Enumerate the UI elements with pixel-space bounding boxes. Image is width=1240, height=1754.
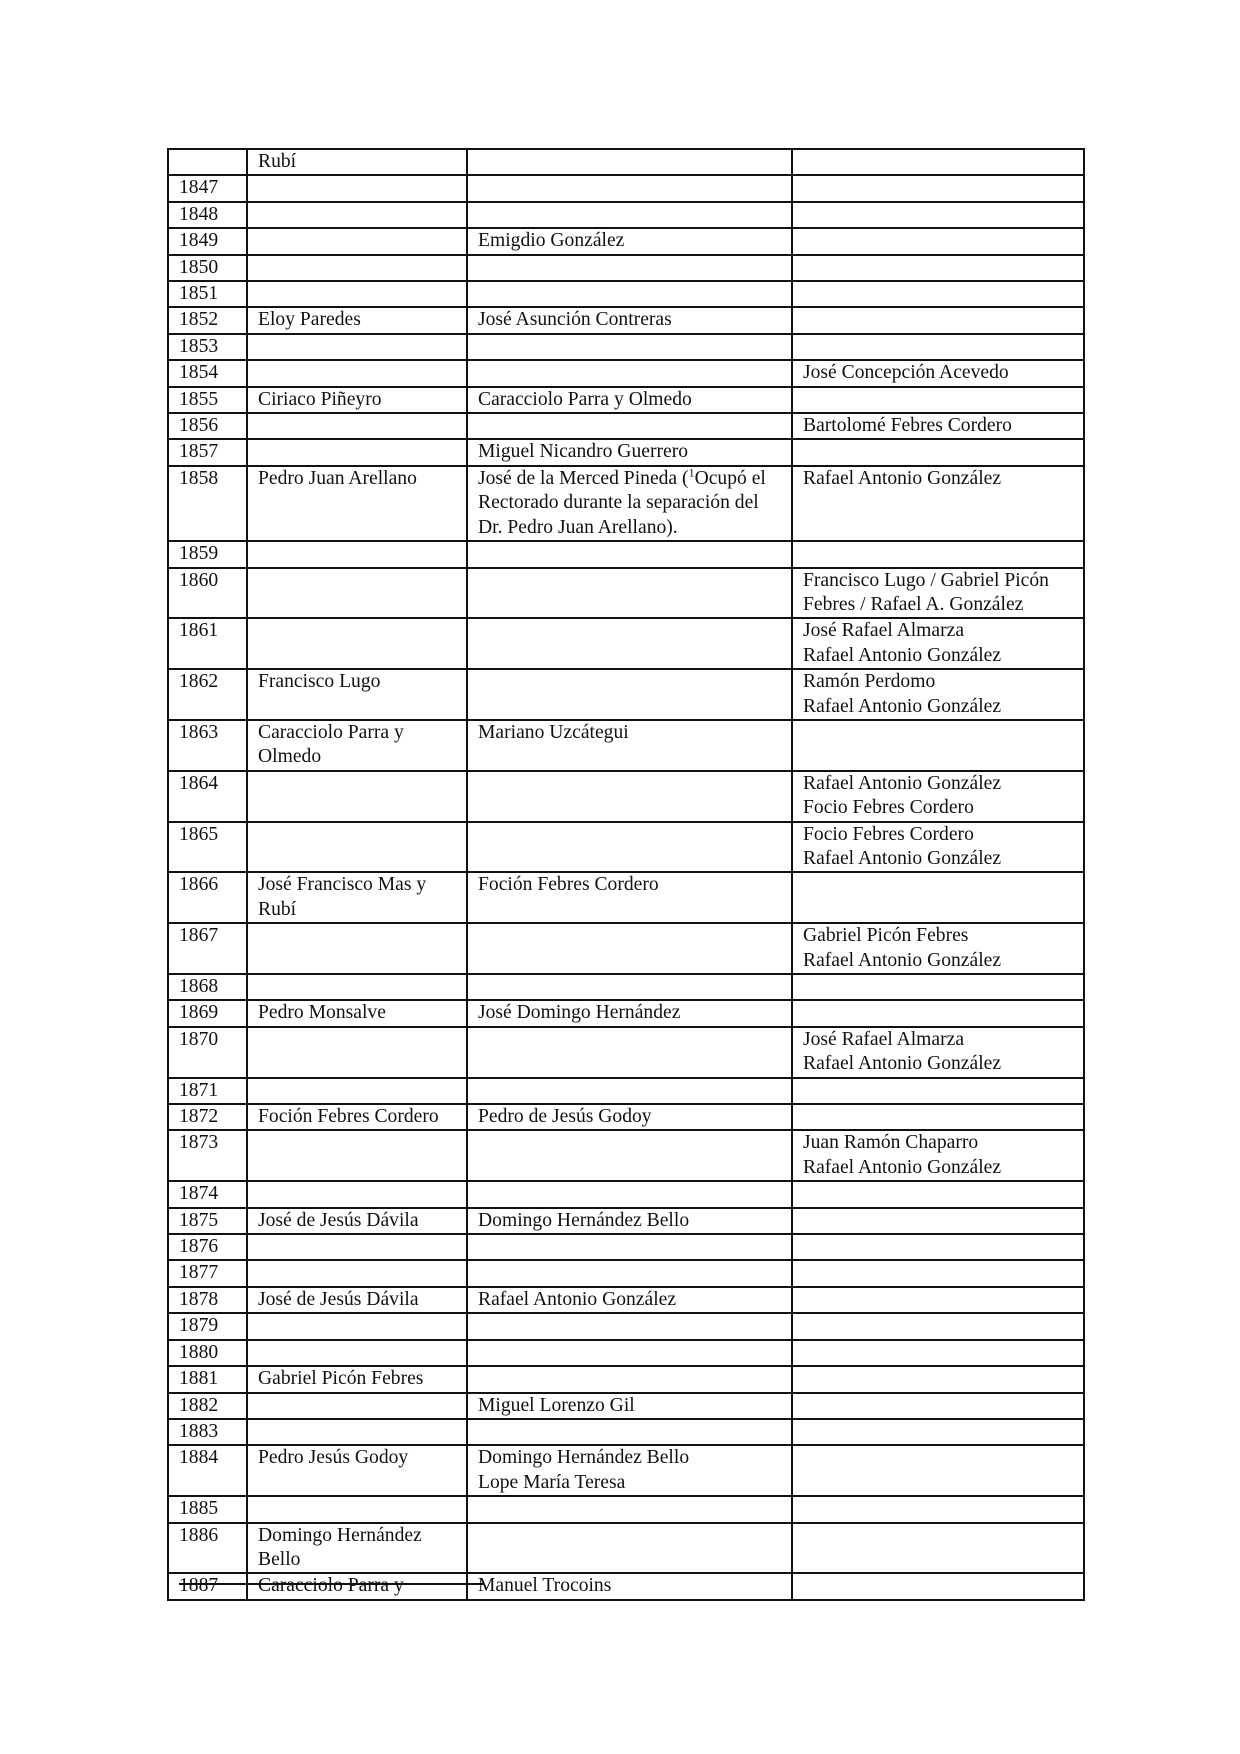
table-row [168,1496,1084,1522]
vice-rector-cell [467,1181,792,1207]
table-row [168,439,1084,465]
secretary-cell [792,1573,1084,1599]
year-cell: 1874 [168,1181,247,1207]
secretary-cell [792,387,1084,413]
secretary-cell [792,974,1084,1000]
year-cell: 1854 [168,360,247,386]
secretary-cell [792,541,1084,567]
vice-rector-cell [467,255,792,281]
year-cell: 1853 [168,334,247,360]
rector-cell [247,1260,467,1286]
rector-cell [247,1393,467,1419]
rector-cell: Pedro Jesús Godoy [247,1445,467,1496]
rector-cell: Rubí [247,149,467,175]
vice-rector-cell [467,1027,792,1078]
vice-rector-cell [467,1523,792,1574]
table-row [168,872,1084,923]
vice-rector-cell: Domingo Hernández Bello [467,1208,792,1234]
year-cell: 1862 [168,669,247,720]
secretary-cell [792,202,1084,228]
table-row [168,1419,1084,1445]
vice-rector-cell: Mariano Uzcátegui [467,720,792,771]
rector-cell: Pedro Monsalve [247,1000,467,1026]
vice-rector-cell: Miguel Lorenzo Gil [467,1393,792,1419]
secretary-cell [792,439,1084,465]
vice-rector-cell [467,334,792,360]
year-cell: 1856 [168,413,247,439]
rector-cell [247,334,467,360]
vice-rector-cell [467,1419,792,1445]
rector-cell [247,202,467,228]
table-row [168,1208,1084,1234]
table-row [168,568,1084,619]
rector-cell: José Francisco Mas y Rubí [247,872,467,923]
secretary-cell [792,307,1084,333]
vice-rector-cell: José Asunción Contreras [467,307,792,333]
secretary-cell: Focio Febres Cordero Rafael Antonio González [792,822,1084,873]
year-cell: 1877 [168,1260,247,1286]
year-cell: 1865 [168,822,247,873]
table-row [168,822,1084,873]
table-row [168,387,1084,413]
year-cell: 1868 [168,974,247,1000]
year-cell: 1876 [168,1234,247,1260]
table-row [168,202,1084,228]
year-cell: 1864 [168,771,247,822]
vice-rector-cell [467,1313,792,1339]
rector-cell: Gabriel Picón Febres [247,1366,467,1392]
year-cell: 1847 [168,175,247,201]
rector-cell: Eloy Paredes [247,307,467,333]
table-row [168,1573,1084,1599]
rector-cell [247,541,467,567]
vice-rector-cell [467,360,792,386]
vice-rector-cell [467,1496,792,1522]
vice-rector-cell [467,618,792,669]
vice-rector-cell [467,1130,792,1181]
year-cell: 1887 [168,1573,247,1599]
secretary-cell [792,1523,1084,1574]
year-cell: 1850 [168,255,247,281]
year-cell: 1855 [168,387,247,413]
year-cell: 1848 [168,202,247,228]
rector-cell: Francisco Lugo [247,669,467,720]
table-row [168,1000,1084,1026]
rector-cell [247,974,467,1000]
table-row [168,413,1084,439]
vice-rector-cell [467,822,792,873]
table-row [168,1181,1084,1207]
year-cell: 1878 [168,1287,247,1313]
vice-rector-cell [467,1078,792,1104]
rector-cell [247,771,467,822]
table-row [168,541,1084,567]
vice-rector-cell: Manuel Trocoins [467,1573,792,1599]
year-cell: 1885 [168,1496,247,1522]
secretary-cell [792,149,1084,175]
vice-rector-cell: Caracciolo Parra y Olmedo [467,387,792,413]
year-cell: 1852 [168,307,247,333]
rector-cell [247,281,467,307]
rector-cell: Foción Febres Cordero [247,1104,467,1130]
footnote-inline-text: Ocupó el Rectorado durante la separación del Dr. Pedro Juan Arellano). [478,467,766,538]
secretary-cell [792,1260,1084,1286]
secretary-cell: José Concepción Acevedo [792,360,1084,386]
rector-cell [247,255,467,281]
year-cell: 1867 [168,923,247,974]
vice-rector-cell [467,771,792,822]
secretary-cell: José Rafael Almarza Rafael Antonio González [792,618,1084,669]
vice-rector-cell: Domingo Hernández Bello Lope María Teresa [467,1445,792,1496]
year-cell: 1860 [168,568,247,619]
rector-cell [247,1340,467,1366]
rector-cell [247,439,467,465]
vice-rector-cell [467,669,792,720]
vice-rector-cell [467,568,792,619]
rector-cell: José de Jesús Dávila [247,1287,467,1313]
table-row [168,1130,1084,1181]
vice-rector-cell: Emigdio González [467,228,792,254]
vice-rector-cell [467,281,792,307]
table-row [168,1027,1084,1078]
secretary-cell [792,334,1084,360]
footnote-separator [179,1583,483,1585]
year-cell: 1863 [168,720,247,771]
vice-rector-cell [467,923,792,974]
rector-cell [247,1181,467,1207]
table-row [168,974,1084,1000]
rectors-table [167,148,1085,1601]
year-cell: 1884 [168,1445,247,1496]
secretary-cell [792,872,1084,923]
table-row [168,466,1084,541]
vice-rector-cell [467,1340,792,1366]
vice-rector-cell [467,1366,792,1392]
secretary-cell: Juan Ramón Chaparro Rafael Antonio González [792,1130,1084,1181]
year-cell: 1849 [168,228,247,254]
year-cell: 1883 [168,1419,247,1445]
secretary-cell: Bartolomé Febres Cordero [792,413,1084,439]
secretary-cell [792,1419,1084,1445]
secretary-cell [792,281,1084,307]
table-row [168,1340,1084,1366]
secretary-cell: Francisco Lugo / Gabriel Picón Febres / Rafael A. González [792,568,1084,619]
vice-rector-text: José de la Merced Pineda ( [478,467,689,489]
rector-cell [247,822,467,873]
table-row [168,281,1084,307]
table-row [168,720,1084,771]
rector-cell: Ciriaco Piñeyro [247,387,467,413]
table-row [168,360,1084,386]
vice-rector-cell: Foción Febres Cordero [467,872,792,923]
rector-cell [247,175,467,201]
secretary-cell [792,175,1084,201]
year-cell: 1866 [168,872,247,923]
secretary-cell [792,1104,1084,1130]
vice-rector-cell [467,1260,792,1286]
secretary-cell: Rafael Antonio González [792,466,1084,541]
table-row [168,1078,1084,1104]
vice-rector-cell [467,1234,792,1260]
secretary-cell [792,1078,1084,1104]
table-row [168,771,1084,822]
secretary-cell [792,1181,1084,1207]
rector-cell [247,618,467,669]
secretary-cell [792,1445,1084,1496]
year-cell: 1871 [168,1078,247,1104]
footnote-marker: 1 [688,465,695,480]
table-row [168,1234,1084,1260]
rector-cell [247,1130,467,1181]
vice-rector-cell [467,202,792,228]
vice-rector-cell: José Domingo Hernández [467,1000,792,1026]
table-row [168,1104,1084,1130]
table-row [168,175,1084,201]
year-cell: 1886 [168,1523,247,1574]
secretary-cell: Ramón Perdomo Rafael Antonio González [792,669,1084,720]
secretary-cell [792,1366,1084,1392]
table-row [168,923,1084,974]
rector-cell [247,568,467,619]
secretary-cell [792,228,1084,254]
vice-rector-cell [467,466,792,541]
rector-cell [247,923,467,974]
secretary-cell: Gabriel Picón Febres Rafael Antonio González [792,923,1084,974]
vice-rector-cell [467,974,792,1000]
year-cell: 1858 [168,466,247,541]
secretary-cell: José Rafael Almarza Rafael Antonio González [792,1027,1084,1078]
rector-cell [247,360,467,386]
secretary-cell [792,1313,1084,1339]
secretary-cell [792,1340,1084,1366]
rector-cell: Caracciolo Parra y [247,1573,467,1599]
table-row [168,1366,1084,1392]
table-row [168,307,1084,333]
year-cell: 1873 [168,1130,247,1181]
year-cell [168,149,247,175]
secretary-cell [792,1496,1084,1522]
secretary-cell [792,1208,1084,1234]
year-cell: 1857 [168,439,247,465]
year-cell: 1859 [168,541,247,567]
rector-cell [247,1419,467,1445]
secretary-cell [792,1393,1084,1419]
vice-rector-cell: Rafael Antonio González [467,1287,792,1313]
year-cell: 1875 [168,1208,247,1234]
table-row [168,1445,1084,1496]
secretary-cell: Rafael Antonio González Focio Febres Cordero [792,771,1084,822]
rector-cell [247,1027,467,1078]
year-cell: 1872 [168,1104,247,1130]
secretary-cell [792,255,1084,281]
vice-rector-cell: Miguel Nicandro Guerrero [467,439,792,465]
table-row [168,669,1084,720]
rector-cell [247,228,467,254]
year-cell: 1869 [168,1000,247,1026]
rector-cell [247,1313,467,1339]
year-cell: 1880 [168,1340,247,1366]
year-cell: 1851 [168,281,247,307]
secretary-cell [792,720,1084,771]
table-row [168,618,1084,669]
table-row [168,1260,1084,1286]
year-cell: 1881 [168,1366,247,1392]
rector-cell: Caracciolo Parra y Olmedo [247,720,467,771]
table-row [168,1393,1084,1419]
secretary-cell [792,1000,1084,1026]
vice-rector-cell [467,413,792,439]
rector-cell [247,1234,467,1260]
vice-rector-cell: Pedro de Jesús Godoy [467,1104,792,1130]
rector-cell: José de Jesús Dávila [247,1208,467,1234]
year-cell: 1861 [168,618,247,669]
rector-cell [247,1078,467,1104]
table-body [168,149,1084,1600]
rector-cell: Domingo Hernández Bello [247,1523,467,1574]
vice-rector-cell [467,541,792,567]
table-row [168,334,1084,360]
table-row [168,228,1084,254]
vice-rector-cell [467,175,792,201]
year-cell: 1870 [168,1027,247,1078]
year-cell: 1882 [168,1393,247,1419]
rector-cell: Pedro Juan Arellano [247,466,467,541]
rector-cell [247,413,467,439]
table-row [168,255,1084,281]
table-row [168,1313,1084,1339]
rector-cell [247,1496,467,1522]
vice-rector-cell [467,149,792,175]
year-cell: 1879 [168,1313,247,1339]
table-row [168,149,1084,175]
table-row [168,1523,1084,1574]
secretary-cell [792,1234,1084,1260]
secretary-cell [792,1287,1084,1313]
table-row [168,1287,1084,1313]
